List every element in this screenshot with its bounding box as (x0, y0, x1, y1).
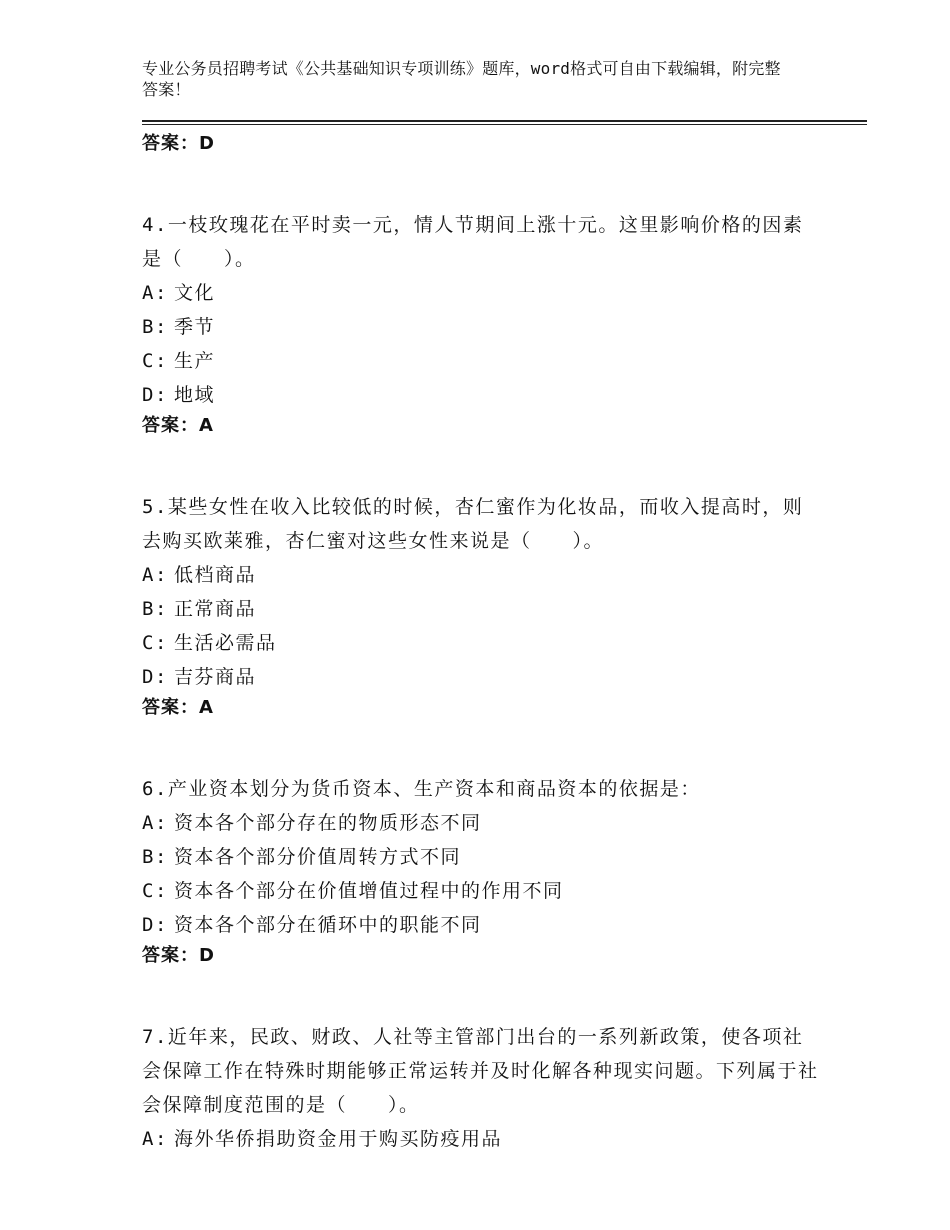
option-text: 生产 (174, 350, 216, 372)
option-letter: C: (142, 632, 168, 654)
option-letter: A: (142, 282, 168, 304)
option-text: 季节 (174, 316, 216, 338)
option-letter: D: (142, 914, 168, 936)
option-letter: A: (142, 564, 168, 586)
option-a (142, 276, 822, 310)
option-text: 地域 (174, 384, 216, 406)
option-d (142, 660, 822, 694)
question-list (142, 130, 822, 1156)
answer-label: 答案：A (142, 415, 214, 436)
option-d (142, 908, 822, 942)
option-letter: B: (142, 846, 168, 868)
answer-previous: 答案：D (142, 133, 215, 154)
option-text: 海外华侨捐助资金用于购买防疫用品 (174, 1128, 503, 1150)
option-text: 资本各个部分在循环中的职能不同 (174, 914, 482, 936)
question-stem: 7.近年来，民政、财政、人社等主管部门出台的一系列新政策，使各项社会保障工作在特殊时期能够正常运转并及时化解各种现实问题。下列属于社会保障制度范围的是（ ）。 (142, 1026, 819, 1116)
option-c (142, 344, 822, 378)
option-a (142, 1122, 822, 1156)
option-text: 生活必需品 (174, 632, 277, 654)
option-text: 低档商品 (174, 564, 257, 586)
answer-label: 答案：A (142, 697, 214, 718)
option-a (142, 558, 822, 592)
option-letter: D: (142, 666, 168, 688)
option-letter: C: (142, 350, 168, 372)
option-c (142, 626, 822, 660)
question-stem: 5.某些女性在收入比较低的时候，杏仁蜜作为化妆品，而收入提高时，则去购买欧莱雅，杏仁蜜对这些女性来说是（ ）。 (142, 496, 804, 552)
question-5 (142, 490, 822, 722)
option-letter: B: (142, 316, 168, 338)
question-stem: 6.产业资本划分为货币资本、生产资本和商品资本的依据是： (142, 778, 701, 800)
option-text: 资本各个部分在价值增值过程中的作用不同 (174, 880, 564, 902)
option-letter: B: (142, 598, 168, 620)
option-text: 正常商品 (174, 598, 257, 620)
option-letter: A: (142, 1128, 168, 1150)
question-4 (142, 208, 822, 440)
header-rule-thick (142, 120, 867, 122)
option-letter: A: (142, 812, 168, 834)
answer-label: 答案：D (142, 945, 215, 966)
option-text: 文化 (174, 282, 216, 304)
option-d (142, 378, 822, 412)
option-a (142, 806, 822, 840)
option-b (142, 592, 822, 626)
question-6 (142, 772, 822, 970)
question-7 (142, 1020, 822, 1156)
option-b (142, 310, 822, 344)
option-b (142, 840, 822, 874)
option-letter: C: (142, 880, 168, 902)
option-letter: D: (142, 384, 168, 406)
option-c (142, 874, 822, 908)
header-rule-thin (142, 124, 867, 125)
question-stem: 4.一枝玫瑰花在平时卖一元，情人节期间上涨十元。这里影响价格的因素是（ ）。 (142, 214, 804, 270)
option-text: 资本各个部分价值周转方式不同 (174, 846, 462, 868)
option-text: 资本各个部分存在的物质形态不同 (174, 812, 482, 834)
option-text: 吉芬商品 (174, 666, 257, 688)
page-header: 专业公务员招聘考试《公共基础知识专项训练》题库，word格式可自由下载编辑，附完整答案！ (142, 59, 781, 99)
